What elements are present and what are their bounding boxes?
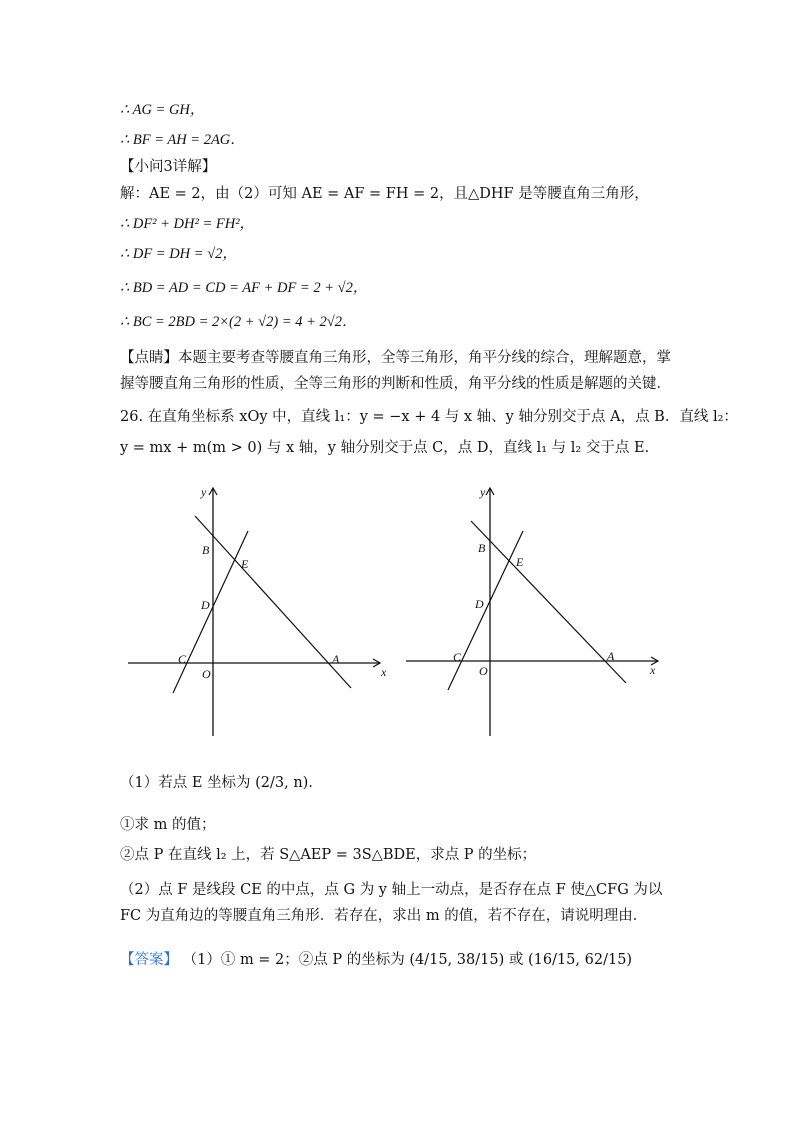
equation-line-3: ∴ BD = AD = CD = AF + DF = 2 + √2， <box>120 280 368 296</box>
sub-question-2: ②点 P 在直线 l₂ 上，若 S△AEP = 3S△BDE，求点 P 的坐标； <box>120 847 537 863</box>
answer-tag: 【答案】 <box>120 952 178 968</box>
label-O: O <box>479 664 488 678</box>
label-E: E <box>241 557 249 571</box>
label-y: y <box>480 485 486 499</box>
equation-line-1: ∴ DF² + DH² = FH²， <box>120 216 255 232</box>
label-x: x <box>650 663 656 677</box>
label-A: A <box>332 652 340 666</box>
line-l1 <box>471 521 626 683</box>
question-part-1: （1）若点 E 坐标为 (2/3, n)． <box>120 775 323 791</box>
label-x: x <box>381 665 387 679</box>
question-part-2: （2）点 F 是线段 CE 的中点，点 G 为 y 轴上一动点，是否存在点 F 使△CFG 为以 FC 为直角边的等腰直角三角形．若存在，求出 m 的值，若不存在，请说明理由． <box>120 882 663 924</box>
problem-statement-1: 26. 在直角坐标系 xOy 中，直线 l₁：y = −x + 4 与 x 轴、y 轴分别交于点 A，点 B．直线 l₂： <box>120 409 738 425</box>
label-D: D <box>475 597 484 611</box>
text-line-2: ∴ BF = AH = 2AG． <box>120 132 245 148</box>
label-E: E <box>516 555 524 569</box>
coordinate-figure-right <box>403 478 668 740</box>
label-C: C <box>178 652 187 666</box>
answer-line <box>120 950 632 970</box>
sub-question-1: ①求 m 的值； <box>120 817 216 833</box>
line-l1 <box>195 516 351 688</box>
equation-line-2: ∴ DF = DH = √2， <box>120 246 237 262</box>
label-B: B <box>478 541 486 555</box>
commentary-paragraph: 【点睛】本题主要考查等腰直角三角形，全等三角形，角平分线的综合，理解题意，掌握等腰直角三角形的性质，全等三角形的判断和性质，角平分线的性质是解题的关键． <box>120 350 671 392</box>
text-line-1: ∴ AG = GH， <box>120 102 205 118</box>
section-heading: 【小问3详解】 <box>120 159 217 175</box>
label-O: O <box>202 667 211 681</box>
equation-line-4: ∴ BC = 2BD = 2×(2 + √2) = 4 + 2√2． <box>120 314 357 330</box>
label-C: C <box>453 650 462 664</box>
label-y: y <box>201 485 207 499</box>
answer-text: （1）① m = 2；②点 P 的坐标为 (4/15, 38/15) 或 (16/15, 62/15) <box>182 952 633 968</box>
solution-line: 解：AE = 2，由（2）可知 AE = AF = FH = 2，且△DHF 是等腰直角三角形， <box>120 186 649 202</box>
problem-statement-2: y = mx + m(m > 0) 与 x 轴，y 轴分别交于点 C，点 D，直线 l₁ 与 l₂ 交于点 E. <box>120 440 650 456</box>
label-B: B <box>202 543 210 557</box>
coordinate-figure-left <box>125 478 390 740</box>
label-A: A <box>607 649 615 663</box>
label-D: D <box>201 598 210 612</box>
